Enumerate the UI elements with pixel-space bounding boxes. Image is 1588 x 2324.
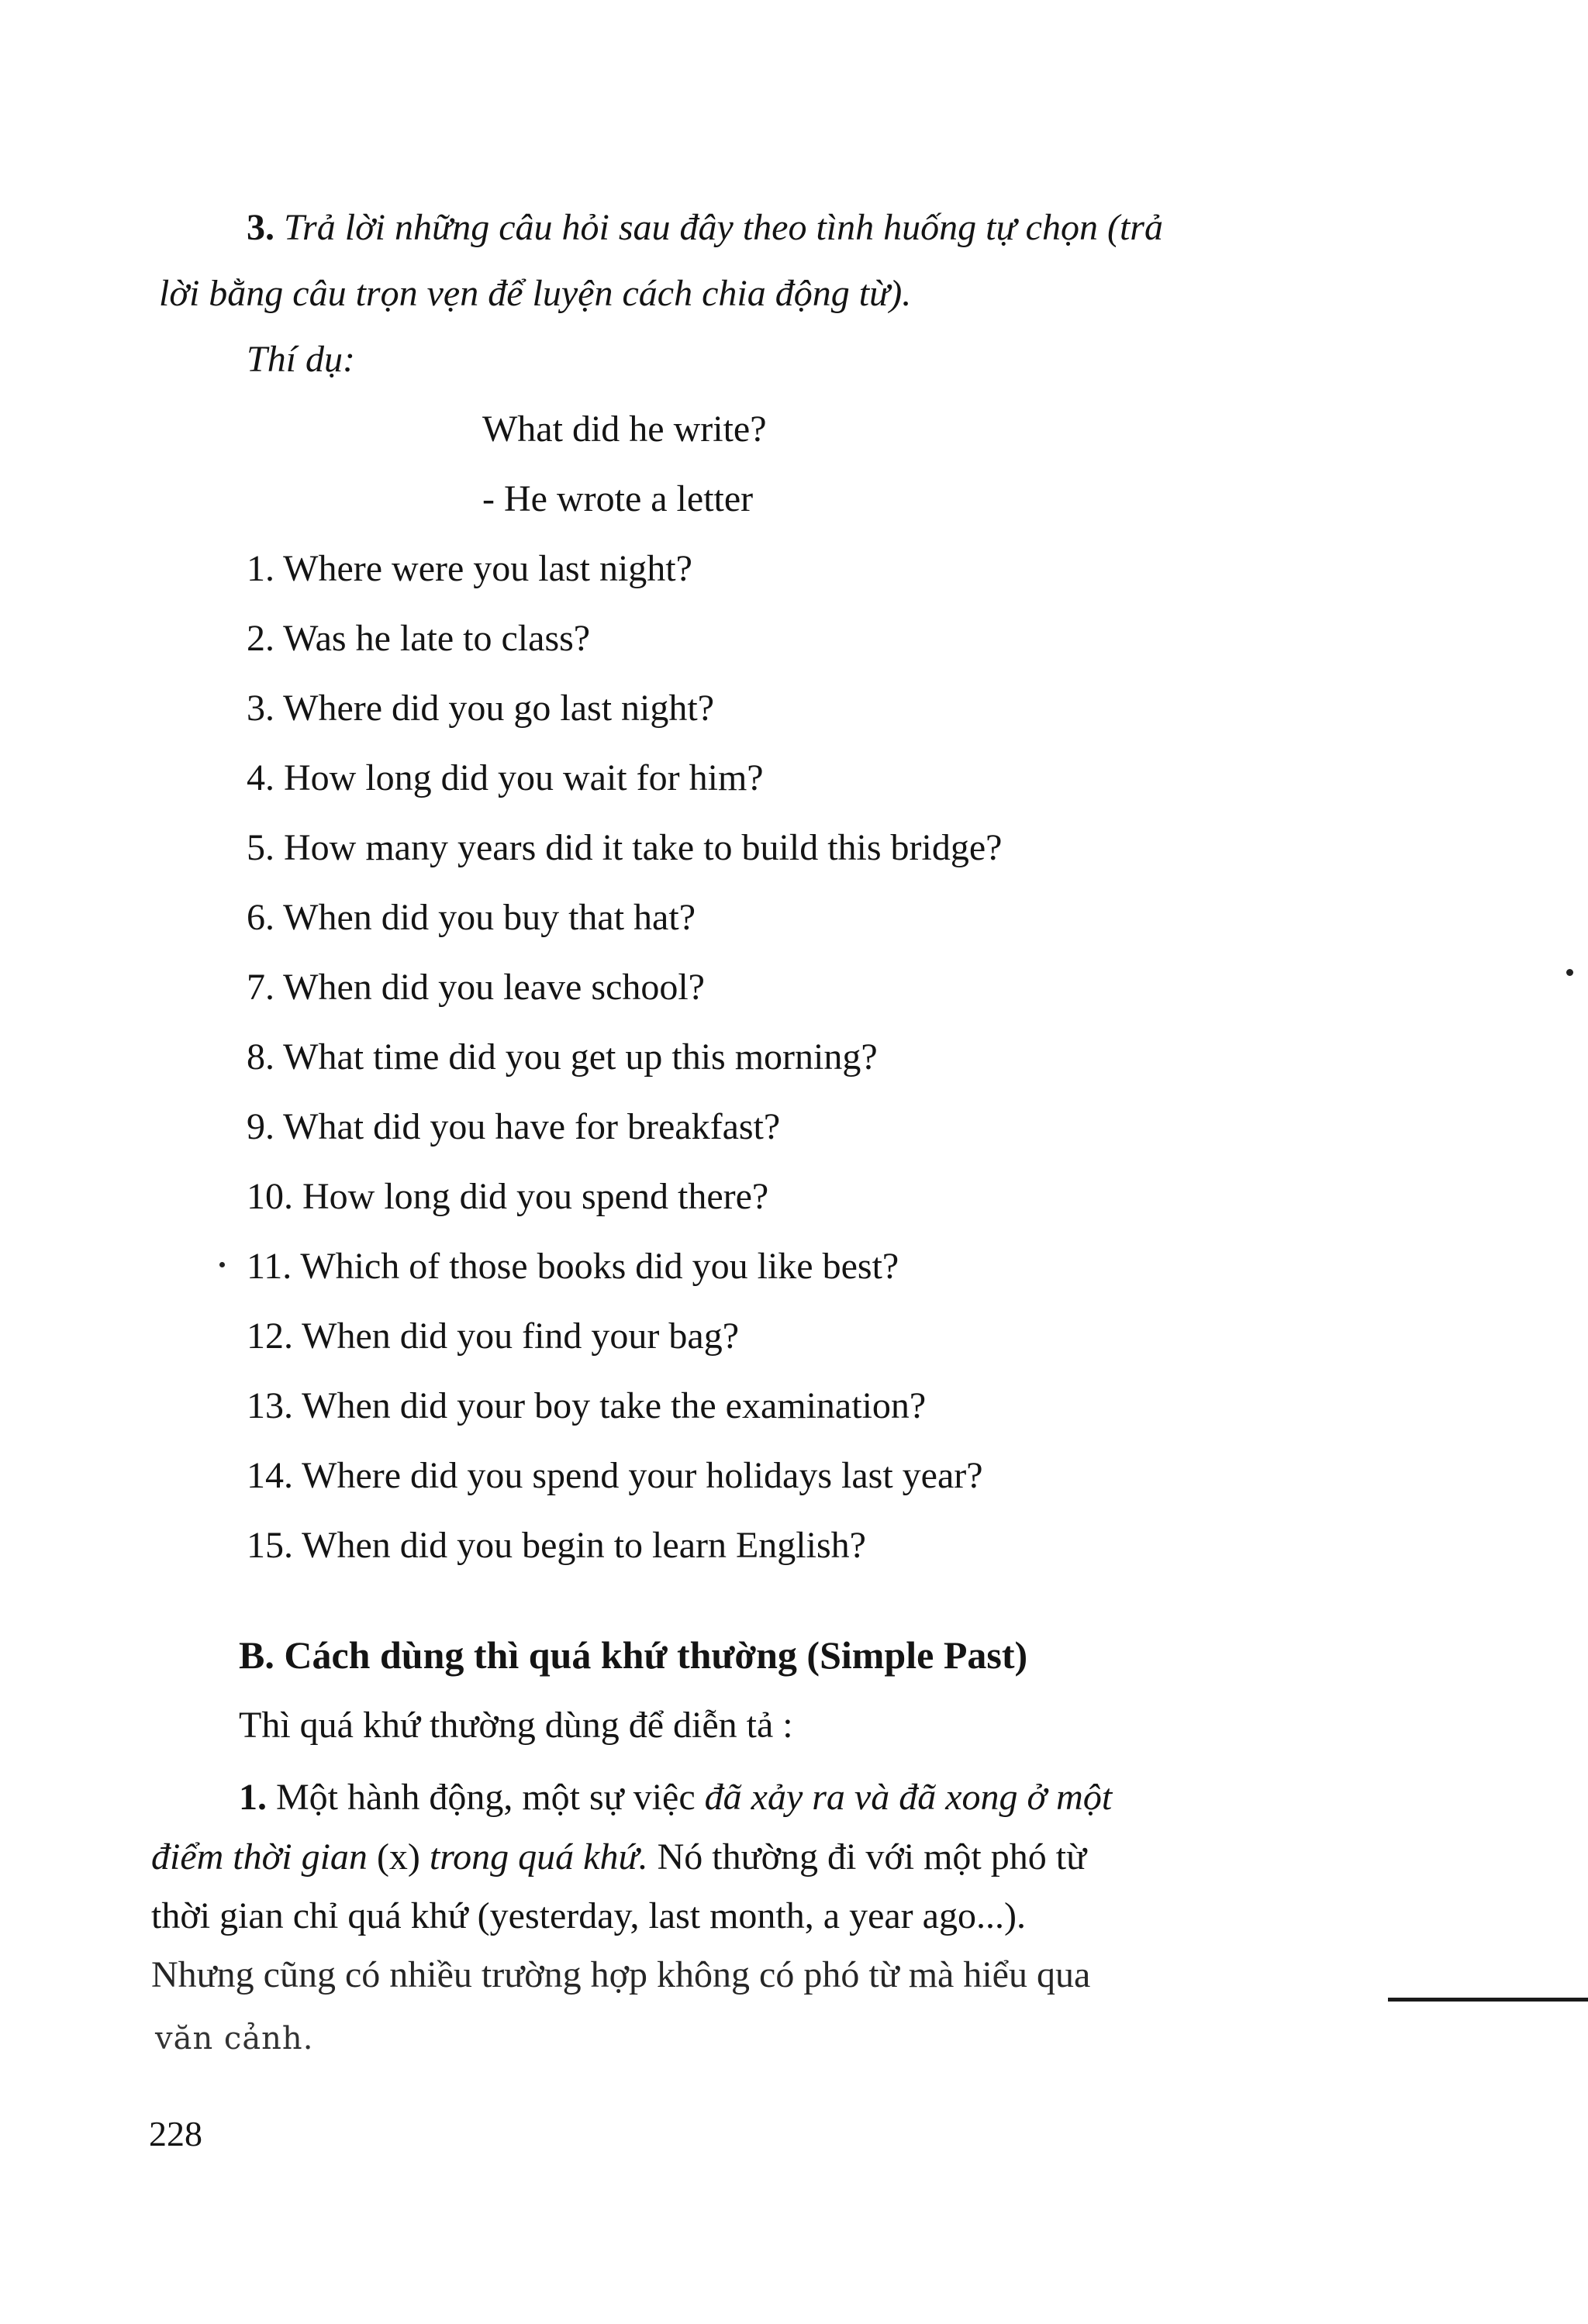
paragraph-line-1: [239, 1779, 1112, 1816]
paragraph-italic-text: điểm thời gian: [151, 1836, 368, 1877]
list-item: 10. How long did you spend there?: [247, 1176, 769, 1217]
paragraph-italic-text: trong quá khứ.: [429, 1836, 648, 1877]
scan-speck: [1566, 969, 1573, 976]
example-answer: - He wrote a letter: [482, 478, 754, 519]
list-item: 11. Which of those books did you like best?: [247, 1246, 899, 1287]
list-item: 14. Where did you spend your holidays last year?: [247, 1455, 983, 1496]
exercise-instruction-line-2: lời bằng câu trọn vẹn để luyện cách chia động từ).: [159, 273, 912, 314]
section-heading: B. Cách dùng thì quá khứ thường (Simple Past): [239, 1633, 1028, 1677]
list-item: 9. What did you have for breakfast?: [247, 1106, 781, 1147]
paragraph-line-2: [151, 1836, 1087, 1877]
paragraph-text: Nó thường đi với một phó từ: [647, 1836, 1087, 1877]
list-item: 5. How many years did it take to build this bridge?: [247, 827, 1003, 868]
exercise-instruction-text: Trả lời những câu hỏi sau đây theo tình huống tự chọn (trả: [284, 207, 1163, 248]
paragraph-text: Một hành động, một sự việc: [267, 1777, 705, 1818]
list-item: 7. When did you leave school?: [247, 967, 705, 1008]
list-item: 3. Where did you go last night?: [247, 688, 714, 729]
scan-speck: [219, 1262, 225, 1267]
list-item: 6. When did you buy that hat?: [247, 897, 696, 938]
list-item: 13. When did your boy take the examination?: [247, 1385, 927, 1426]
scan-artifact-rule: [1388, 1998, 1588, 2002]
paragraph-line-5: văn cảnh.: [155, 2021, 314, 2057]
point-number: 1.: [239, 1777, 267, 1818]
list-item: 12. When did you find your bag?: [247, 1315, 739, 1357]
paragraph-line-4: Nhưng cũng có nhiều trường hợp không có phó từ mà hiểu qua: [151, 1954, 1091, 1995]
paragraph-line-3: thời gian chỉ quá khứ (yesterday, last month, a year ago...).: [151, 1895, 1026, 1936]
list-item: 4. How long did you wait for him?: [247, 757, 764, 798]
example-question: What did he write?: [482, 409, 767, 450]
exercise-number: 3.: [247, 207, 274, 248]
list-item: 2. Was he late to class?: [247, 618, 591, 659]
list-item: 1. Where were you last night?: [247, 548, 692, 589]
example-label: Thí dụ:: [247, 339, 356, 380]
paragraph-text: (x): [367, 1836, 430, 1877]
list-item: 15. When did you begin to learn English?: [247, 1525, 866, 1566]
list-item: 8. What time did you get up this morning?: [247, 1036, 878, 1078]
paragraph-italic-text: đã xảy ra và đã xong ở một: [704, 1777, 1113, 1818]
section-intro: Thì quá khứ thường dùng để diễn tả :: [239, 1705, 793, 1746]
page-number: 228: [149, 2114, 202, 2153]
exercise-instruction-line-1: [247, 209, 1163, 247]
